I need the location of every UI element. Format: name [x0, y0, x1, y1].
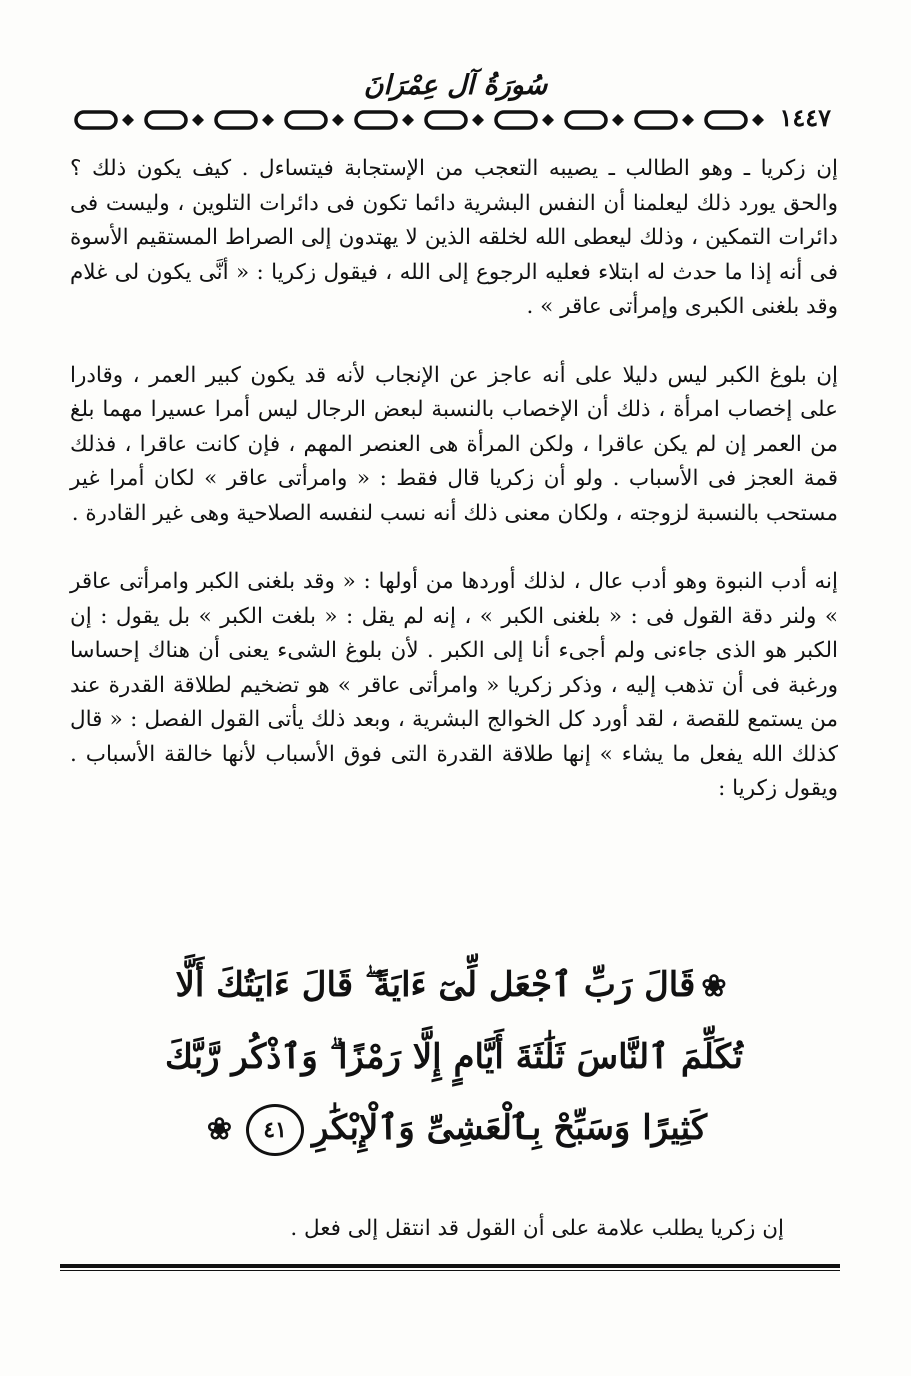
paragraph-1: إن زكريا ـ وهو الطالب ـ يصيبه التعجب من الإستجابة فيتساءل . كيف يكون ذلك ؟ والحق يورد ذلك ليعلمنا أن النفس البشرية دائما تكون فى دائرات التلوين ، وليست فى دائرات التمكين ، وذلك ليعطى الله لخلقه الذين لا يهتدون إلى الصراط المستقيم الأسوة فى أنه إذا ما حدث له ابتلاء فعليه الرجوع إلى الله ، فيقول زكريا : « أنَّى يكون لى غلام وقد بلغنى الكبرى وإمرأتى عاقر » . [70, 156, 838, 319]
page-number: ١٤٤٧ [771, 103, 839, 132]
footer-rule-thin [60, 1270, 840, 1271]
verse-close-ornament-icon: ❀ [206, 1112, 233, 1147]
quran-verse [150, 950, 758, 1165]
paragraph-3: إنه أدب النبوة وهو أدب عال ، لذلك أوردها من أولها : « وقد بلغنى الكبر وامرأتى عاقر » ولنر دقة القول فى : « بلغنى الكبر » ، إنه لم يقل : « بلغت الكبر » بل يقول : إن الكبر هو الذى جاءنى ولم أجىء أنا إلى الكبر . لأن بلوغ الشىء يعنى أن هناك إحساسا ورغبة فى أن تذهب إليه ، وذكر زكريا « وامرأتى عاقر » هو تضخيم لطلاقة القدرة عند من يستمع للقصة ، لقد أورد كل الخوالج البشرية ، وبعد ذلك يأتى القول الفصل : « قال كذلك الله يفعل ما يشاء » إنها طلاقة القدرة التى فوق الأسباب لأنها خالقة الأسباب . ويقول زكريا : [70, 569, 838, 801]
verse-open-ornament-icon: ❀ [701, 969, 727, 1004]
footer-rule-thick [60, 1264, 840, 1268]
paragraph-2: إن بلوغ الكبر ليس دليلا على أنه عاجز عن الإنجاب لأنه قد يكون كبير العمر ، وقادرا على إخصاب امرأة ، ذلك أن الإخصاب بالنسبة لبعض الرجال ليس أمرا عسيرا مهما بلغ من العمر إن لم يكن عاقرا ، ولكن المرأة هى العنصر المهم ، فإن كانت عاقرا ، فذلك قمة العجز فى الأسباب . ولو أن زكريا قال فقط : « وامرأتى عاقر » لكان أمرا غير مستحب بالنسبة لزوجته ، ولكان معنى ذلك أنه نسب لنفسه الصلاحية وهى غير القادرة . [70, 362, 838, 526]
surah-title: سُورَةُ آل عِمْرَانَ [363, 70, 548, 101]
header-ornament-rule [70, 106, 840, 134]
ornament-chain-icon [70, 106, 840, 134]
body-text [70, 152, 838, 807]
closing-line: إن زكريا يطلب علامة على أن القول قد انتقل إلى فعل . [290, 1216, 784, 1241]
footer-rule [60, 1264, 840, 1272]
verse-text: قَالَ رَبِّ ٱجْعَل لِّىٓ ءَايَةً ۖ قَالَ ءَايَتُكَ أَلَّا تُكَلِّمَ ٱلنَّاسَ ثَلَٰثَةَ أَيَّامٍ إِلَّا رَمْزًا ۗ وَٱذْكُر رَّبَّكَ كَثِيرًا وَسَبِّحْ بِٱلْعَشِىِّ وَٱلْإِبْكَٰرِ [164, 965, 744, 1148]
ayah-number-marker: ٤١ [246, 1104, 304, 1156]
